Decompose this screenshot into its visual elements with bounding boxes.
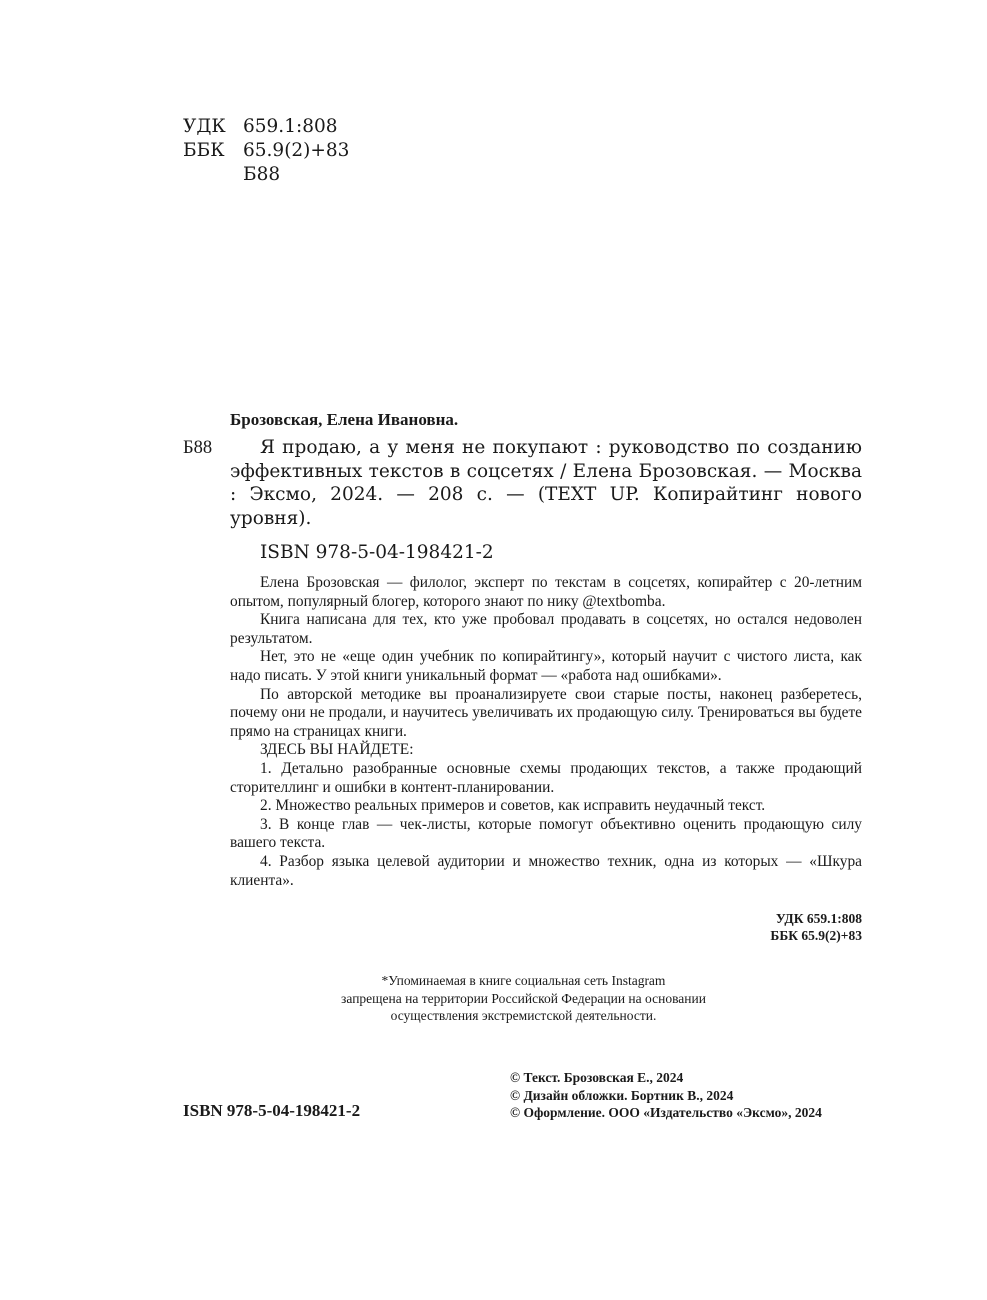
udk-label: УДК <box>183 116 226 137</box>
annotation-paragraph: Елена Брозовская — филолог, эксперт по текстам в соцсетях, копирайтер с 20-летним опытом, популярный блогер, которого знают по нику @textbomba. <box>230 574 862 610</box>
copyright-block <box>510 1069 822 1122</box>
record-isbn: ISBN 978-5-04-198421-2 <box>260 542 494 563</box>
bbk-value: 65.9(2)+83 <box>243 140 350 161</box>
record-code: Б88 <box>183 438 213 458</box>
copyright-line: © Текст. Брозовская Е., 2024 <box>510 1070 684 1085</box>
annotation <box>230 574 862 890</box>
bbk-code: ББК 65.9(2)+83 <box>770 928 862 943</box>
instagram-notice <box>0 972 987 1025</box>
notice-line: *Упоминаемая в книге социальная сеть Instagram <box>381 973 666 988</box>
copyright-line: © Дизайн обложки. Бортник В., 2024 <box>510 1087 734 1103</box>
udk-value: 659.1:808 <box>243 116 338 137</box>
copyright-line: © Оформление. ООО «Издательство «Эксмо», 2024 <box>510 1105 822 1120</box>
annotation-paragraph: Книга написана для тех, кто уже пробовал продавать в соцсетях, но остался недоволен результатом. <box>230 611 862 647</box>
isbn-bottom: ISBN 978-5-04-198421-2 <box>183 1101 361 1120</box>
bbk-line <box>183 140 349 162</box>
notice-line: запрещена на территории Российской Федерации на основании <box>341 990 706 1006</box>
annotation-heading: ЗДЕСЬ ВЫ НАЙДЕТЕ: <box>260 741 414 759</box>
udk-line <box>183 116 338 138</box>
record-description: Я продаю, а у меня не покупают : руководство по созданию эффективных текстов в соцсетях / Елена Брозовская. — Москва : Эксмо, 2024. — 208 с. — (TEXT UP. Копирайтинг нового уровня). <box>230 437 862 529</box>
classification-codes <box>770 910 862 944</box>
record-author: Брозовская, Елена Ивановна. <box>230 410 459 429</box>
notice-line: осуществления экстремистской деятельности. <box>390 1008 657 1023</box>
annotation-paragraph: По авторской методике вы проанализируете свои старые посты, наконец разберетесь, почему они не продали, и научитесь увеличивать их продающую силу. Тренироваться вы будете прямо на страницах книги. <box>230 685 862 740</box>
annotation-list-item: 4. Разбор языка целевой аудитории и множество техник, одна из которых — «Шкура клиента». <box>230 852 862 889</box>
udk-code: УДК 659.1:808 <box>775 911 862 926</box>
annotation-list-item: 1. Детально разобранные основные схемы продающих текстов, а также продающий сторителлинг и ошибки в контент-планировании. <box>230 759 862 796</box>
annotation-list-item: 3. В конце глав — чек-листы, которые помогут объективно оценить продающую силу вашего текста. <box>230 815 862 852</box>
annotation-paragraph: Нет, это не «еще один учебник по копирайтингу», который научит с чистого листа, как надо писать. У этой книги уникальный формат — «работа над ошибками». <box>230 648 862 684</box>
author-sign: Б88 <box>243 164 281 185</box>
bbk-label: ББК <box>183 140 225 161</box>
annotation-list-item: 2. Множество реальных примеров и советов, как исправить неудачный текст. <box>260 797 766 815</box>
